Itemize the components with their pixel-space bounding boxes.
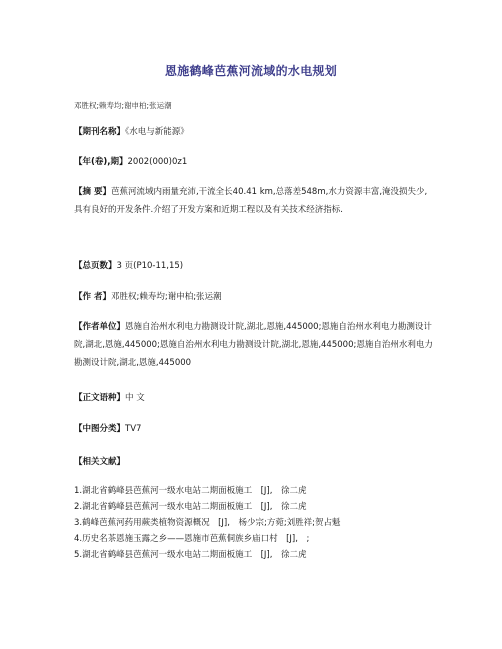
reference-item[interactable]: 1.湖北省鹤峰县芭蕉河一级水电站二期面板施工 [J], 徐二虎	[74, 486, 307, 496]
year-issue-label: 【年(卷),期】	[74, 157, 128, 167]
year-issue-field	[74, 153, 434, 171]
abstract-field	[74, 183, 434, 219]
related-heading: 【相关文献】	[74, 457, 126, 467]
abstract-label: 【摘 要】	[74, 187, 111, 197]
author-field	[74, 288, 434, 306]
journal-value: 《水电与新能源》	[125, 127, 189, 137]
author-value: 邓胜权;赖寿均;谢申柏;张运潮	[110, 292, 222, 302]
journal-field	[74, 123, 434, 141]
reference-item[interactable]: 3.鹤峰芭蕉河药用蕨类植物资源概况 [J], 杨少宗;方菀;刘胜祥;贺占魁	[74, 518, 341, 528]
classification-field	[74, 420, 434, 438]
classification-value: TV7	[125, 424, 142, 434]
journal-label: 【期刊名称】	[74, 127, 126, 137]
abstract-value: 芭蕉河流域内雨量充沛,干流全长40.41 km,总落差548m,水力资源丰富,淹没损失少,具有良好的开发条件.介绍了开发方案和近期工程以及有关技术经济指标.	[74, 187, 428, 215]
affiliation-value: 恩施自治州水利电力勘测设计院,湖北,恩施,445000;恩施自治州水利电力勘测设计院,湖北,恩施,445000;恩施自治州水利电力勘测设计院,湖北,恩施,445000;恩施自治州水利电力勘测设计院,湖北,恩施,445000	[74, 322, 433, 368]
language-value: 中 文	[125, 393, 145, 403]
author-label: 【作 者】	[74, 292, 111, 302]
pages-value: 3 页(P10-11,15)	[116, 261, 184, 271]
document-title: 恩施鹤峰芭蕉河流域的水电规划	[164, 64, 338, 78]
reference-item[interactable]: 5.湖北省鹤峰县芭蕉河一级水电站二期面板施工 [J], 徐二虎	[74, 550, 307, 560]
reference-item[interactable]: 2.湖北省鹤峰县芭蕉河一级水电站二期面板施工 [J], 徐二虎	[74, 502, 307, 512]
affiliation-field	[74, 318, 434, 372]
language-label: 【正文语种】	[74, 393, 126, 403]
language-field	[74, 389, 434, 407]
reference-item[interactable]: 4.历史名茶恩施玉露之乡——恩施市芭蕉侗族乡庙口村 [J], ;	[74, 534, 310, 544]
classification-label: 【中图分类】	[74, 424, 126, 434]
pages-field	[74, 257, 434, 275]
author-line: 邓胜权;赖寿均;谢申柏;张运潮	[74, 101, 172, 110]
reference-list	[74, 483, 434, 563]
year-issue-value: 2002(000)0z1	[127, 157, 188, 167]
affiliation-label: 【作者单位】	[74, 322, 126, 332]
pages-label: 【总页数】	[74, 261, 117, 271]
